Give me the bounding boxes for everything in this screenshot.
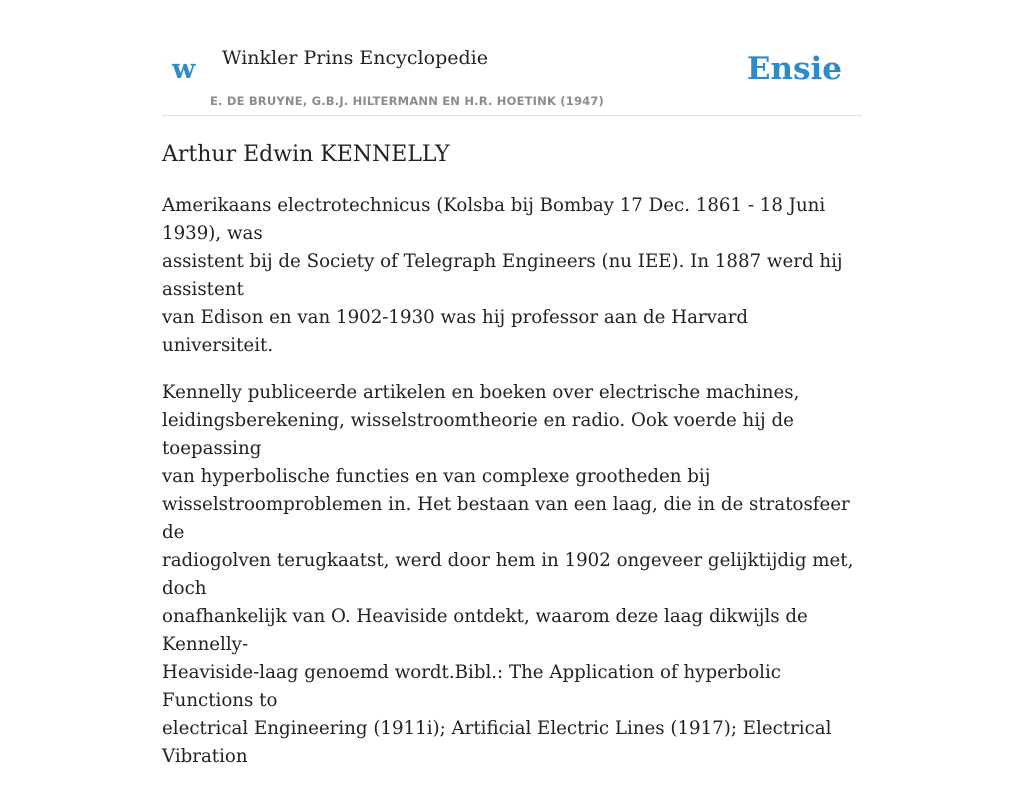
source-title[interactable]: Winkler Prins Encyclopedie [222, 47, 488, 69]
article-paragraph: Amerikaans electrotechnicus (Kolsba bij Bombay 17 Dec. 1861 - 18 Juni 1939), was assistent bij de Society of Telegraph Engineers (nu IEE). In 1887 werd hij assistent van Edison en van 1902-1930 was hij professor aan de Harvard universiteit. [162, 195, 843, 356]
article-paragraph: Kennelly publiceerde artikelen en boeken over electrische machines, leidingsberekening, wisselstroomtheorie en radio. Ook voerde hij de toepassing van hyperbolische functies en van complexe grootheden bij wisselstroomproblemen in. Het bestaan van een laag, die in de stratosfeer de radiogolven terugkaatst, werd door hem in 1902 ongeveer gelijktijdig met, doch onafhankelijk van O. Heaviside ontdekt, waarom deze laag dikwijls de Kennelly- Heaviside-laag genoemd wordt.Bibl.: The Application of hyperbolic Functions to electrical Engineering (1911i); Artificial Electric Lines (1917); Electrical Vibration [162, 382, 854, 767]
article-body [162, 192, 862, 790]
article-title: Arthur Edwin KENNELLY [162, 142, 450, 167]
ensie-logo[interactable]: Ensie [746, 51, 842, 87]
page-header [162, 40, 862, 116]
source-authors: E. DE BRUYNE, G.B.J. HILTERMANN EN H.R. HOETINK (1947) [210, 94, 605, 108]
winkler-prins-logo[interactable]: w [172, 54, 196, 85]
